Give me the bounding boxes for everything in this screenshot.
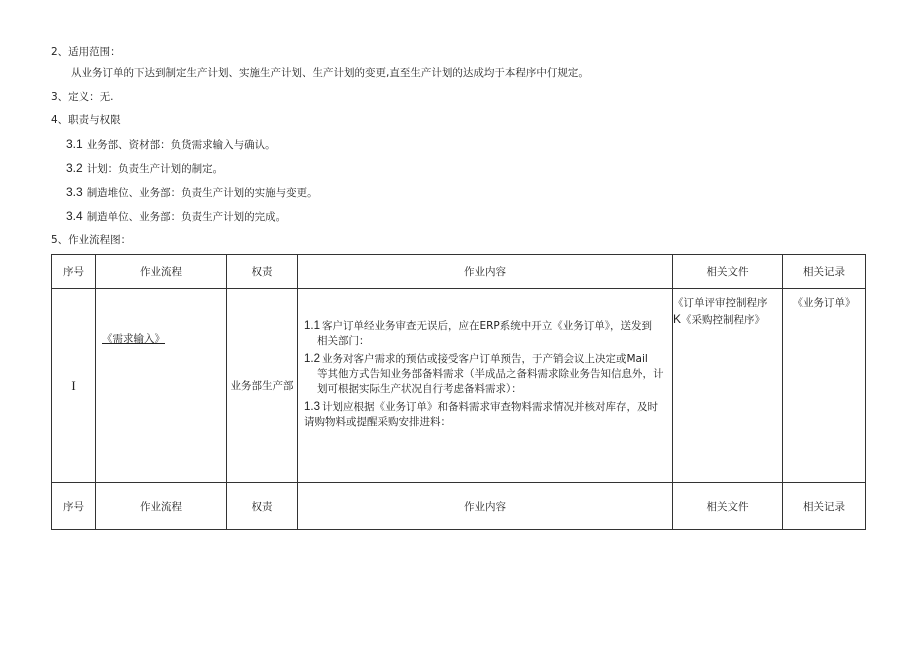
header-files: 相关文件 [673,483,783,530]
duty-item [66,185,318,200]
flow-table [51,254,866,530]
section-3-title: 3、定义：无. [51,91,114,103]
header-content: 作业内容 [298,483,673,530]
file-link-purchase-text: 《采购控制程序》 [681,314,766,326]
file-k-label: K [673,312,682,326]
duty-item [66,161,223,176]
row-records: 《业务订单》 [783,289,866,483]
duty-text: 制造单位、业务部：负责生产计划的完成。 [86,211,287,223]
header-seq: 序号 [52,483,96,530]
content-number: 1.1 [304,320,320,332]
content-text: 计划应根据《业务订单》和备料需求审查物料需求情况并核对库存，及时 [322,401,658,413]
row-content [298,289,673,483]
header-content: 作业内容 [298,255,673,289]
file-link-order-review[interactable]: 《订单评审控制程序 [673,297,768,309]
section-2-title: 2、适用范围： [51,46,121,58]
content-item [304,319,668,349]
duty-text: 制造堆位、业务部：负责生产计划的实施与变更。 [86,187,318,199]
content-item [304,400,668,430]
content-item [304,352,668,397]
row-files [673,289,783,483]
duty-item [66,137,276,152]
duty-item [66,209,286,224]
header-responsibility: 权责 [227,255,298,289]
duty-text: 计划：负责生产计划的制定。 [86,163,224,175]
header-files: 相关文件 [673,255,783,289]
header-seq: 序号 [52,255,96,289]
file-link-purchase[interactable] [673,311,782,328]
duty-number: 3.3 [66,185,83,199]
section-5-title: 5、作业流程图： [51,234,132,246]
header-records: 相关记录 [783,483,866,530]
header-flow: 作业流程 [96,255,227,289]
duty-number: 3.2 [66,161,83,175]
content-text-cont: 等其他方式告知业务部备料需求（半成品之备料需求除业务告知信息外，计划可根据实际生产状况自行考虑备料需求）： [317,368,664,395]
flow-step-link[interactable]: 《需求输入》 [102,333,165,345]
header-flow: 作业流程 [96,483,227,530]
content-number: 1.2 [304,353,320,365]
content-text-cont: 请购物料或提醒采购安排进料： [304,416,451,428]
table-row [52,289,866,483]
duty-number: 3.1 [66,137,83,151]
content-number: 1.3 [304,401,320,413]
table-header-row [52,255,866,289]
content-text: 业务对客户需求的预估或接受客户订单预告，于产销会议上决定或Mail [322,353,648,365]
row-seq: I [52,289,96,483]
table-header-row-repeat [52,483,866,530]
content-text: 客户订单经业务审查无误后，应在ERP系统中开立《业务订单》，送发到 [322,320,653,332]
header-responsibility: 权责 [227,483,298,530]
section-4-title: 4、职责与权限 [51,114,121,126]
content-text-cont: 相关部门： [317,335,370,347]
row-responsibility: 业务部生产部 [227,289,298,483]
duty-text: 业务部、资材部：负货需求输入与确认。 [86,139,276,151]
row-flow-cell [96,289,227,483]
header-records: 相关记录 [783,255,866,289]
section-2-body: 从业务订单的下达到制定生产计划、实施生产计划、生产计划的变更,直至生产计划的达成均于本程序中仃规定。 [71,67,589,79]
duty-number: 3.4 [66,209,83,223]
